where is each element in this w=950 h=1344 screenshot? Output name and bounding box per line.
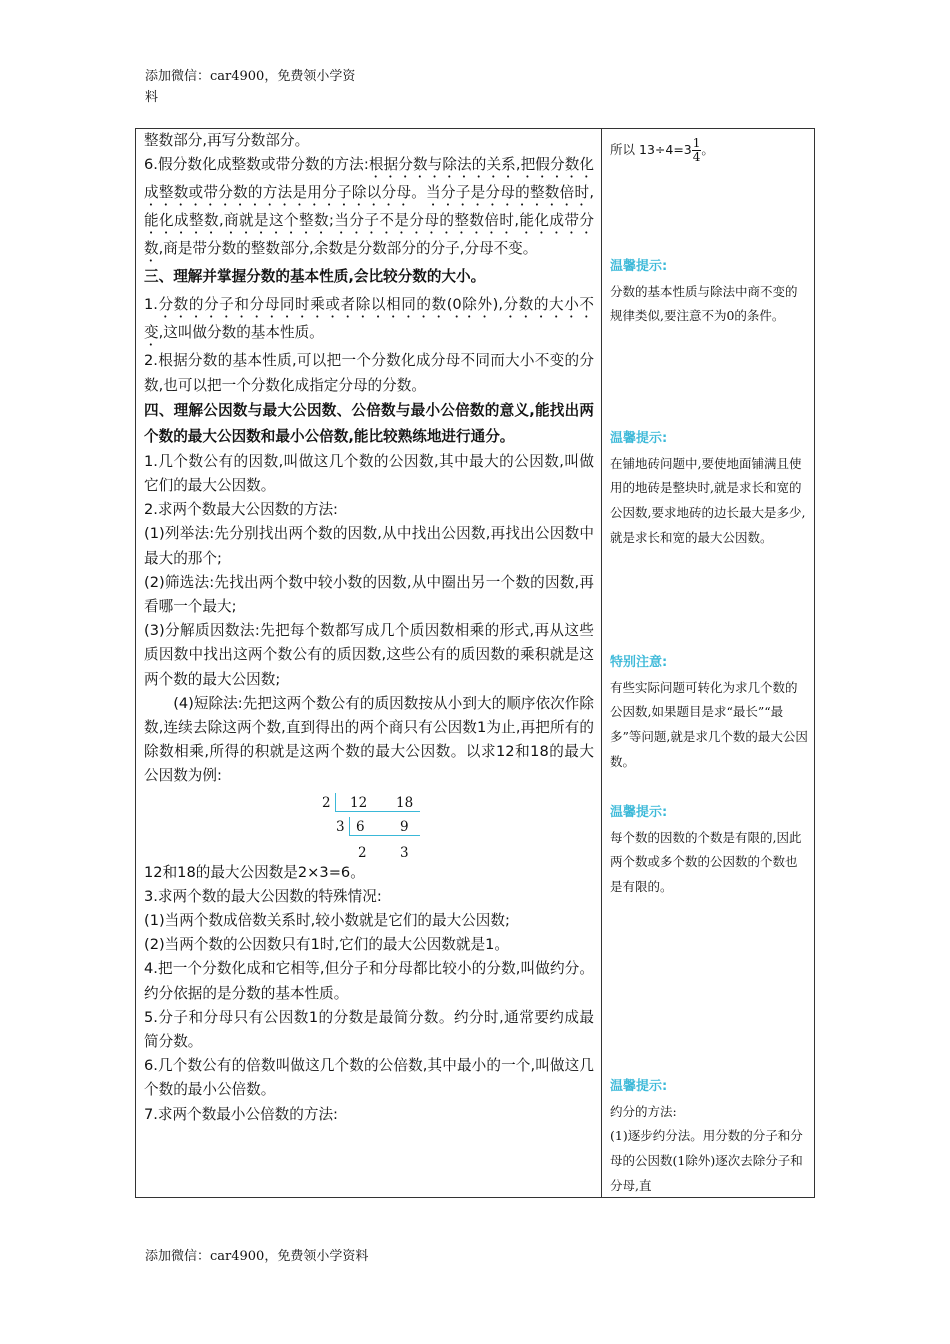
tip-title: 温馨提示: <box>610 431 668 446</box>
tip-text: 分数的基本性质与除法中商不变的规律类似,要注意不为0的条件。 <box>610 283 798 324</box>
tip-box-4 <box>610 801 808 900</box>
quotient: 6 <box>356 818 365 835</box>
divisor: 2 <box>322 794 331 811</box>
section-heading-3: 三、理解并掌握分数的基本性质,会比较分数的大小。 <box>144 268 486 286</box>
paragraph: 3.求两个数的最大公因数的特殊情况: <box>144 887 382 905</box>
tip-box-3 <box>610 651 808 775</box>
denominator: 4 <box>692 150 701 164</box>
bracket-line <box>335 793 336 811</box>
tip-title: 特别注意: <box>610 655 668 670</box>
header-line-1: 添加微信：car4900，免费领小学资 <box>145 69 356 84</box>
numerator: 1 <box>692 136 701 150</box>
text: 商是带分数的整数部分,余数是分数部分的分子,分母不变。 <box>163 240 538 258</box>
final-quotient: 3 <box>400 844 409 861</box>
tip-box-1 <box>610 255 808 329</box>
paragraph: 2.根据分数的基本性质,可以把一个分数化成分母不同而大小不变的分数,也可以把一个分数化成指定分母的分数。 <box>144 352 594 394</box>
paragraph: (1)当两个数成倍数关系时,较小数就是它们的最大公因数; <box>144 912 510 930</box>
column-divider <box>601 129 602 1197</box>
short-division-figure <box>144 789 594 861</box>
section-heading-4: 四、理解公因数与最大公因数、公倍数与最小公倍数的意义,能找出两个数的最大公因数和最小公倍数,能比较熟练地进行通分。 <box>144 401 594 445</box>
paragraph: 12和18的最大公因数是2×3=6。 <box>144 863 365 881</box>
dividend: 12 <box>350 794 368 811</box>
paragraph: (1)列举法:先分别找出两个数的因数,从中找出公因数,再找出公因数中最大的那个; <box>144 525 594 567</box>
final-quotient: 2 <box>358 844 367 861</box>
paragraph-improper-fraction <box>144 153 594 265</box>
text: 6.假分数化成整数或带分数的方法: <box>144 156 369 174</box>
emphasized-text: 分数的分子和分母同时乘或者除以相同的数(0除外),分数的大小不变, <box>144 296 594 342</box>
tip-text: 约分的方法: <box>610 1103 677 1119</box>
main-column <box>144 129 594 1127</box>
paragraph-basic-property <box>144 293 594 349</box>
tip-box-5 <box>610 1075 808 1198</box>
tip-text: 在铺地砖问题中,要使地面铺满且使用的地砖是整块时,就是求长和宽的公因数,要求地砖的边长最大是多少,就是求长和宽的最大公因数。 <box>610 455 806 545</box>
text: 这叫做分数的基本性质。 <box>163 324 324 342</box>
tip-title: 温馨提示: <box>610 805 668 820</box>
paragraph: 整数部分,再写分数部分。 <box>144 132 310 149</box>
bracket-line <box>349 835 420 836</box>
tip-text: 每个数的因数的个数是有限的,因此两个数或多个数的公因数的个数也是有限的。 <box>610 829 802 895</box>
header-line-2: 料 <box>145 90 159 105</box>
bracket-line <box>335 811 420 812</box>
paragraph: (2)筛选法:先找出两个数中较小数的因数,从中圈出另一个数的因数,再看哪一个最大; <box>144 573 594 616</box>
tip-text: 有些实际问题可转化为求几个数的公因数,如果题目是求“最长”“最多”等问题,就是求几个数的最大公因数。 <box>610 679 808 769</box>
dividend: 18 <box>396 794 414 811</box>
quotient: 9 <box>400 818 409 835</box>
content-table <box>135 128 815 1198</box>
tip-title: 温馨提示: <box>610 259 668 274</box>
fraction <box>692 137 702 164</box>
paragraph: 6.几个数公有的倍数叫做这几个数的公倍数,其中最小的一个,叫做这几个数的最小公倍数。 <box>144 1057 594 1099</box>
emphasized-text: 根据分数与除法的关系,把假分数化成整数或带分数的方法是用分子除以分母。当分子是分母的整数倍时,能化成整数,商就是这个整数;当分子不是分母的整数倍时,能化成带分数, <box>144 156 594 258</box>
math-expression: 13÷4=3 <box>639 142 692 157</box>
paragraph: (2)当两个数的公因数只有1时,它们的最大公因数就是1。 <box>144 936 509 954</box>
paragraph: 4.把一个分数化成和它相等,但分子和分母都比较小的分数,叫做约分。约分依据的是分数的基本性质。 <box>144 960 594 1002</box>
side-example <box>610 137 808 164</box>
text: 。 <box>701 142 714 157</box>
text: 1. <box>144 296 158 314</box>
divisor: 3 <box>336 818 345 835</box>
paragraph: 5.分子和分母只有公因数1的分数是最简分数。约分时,通常要约成最简分数。 <box>144 1008 594 1051</box>
bracket-line <box>349 817 350 835</box>
side-column <box>610 129 808 1193</box>
paragraph: 1.几个数公有的因数,叫做这几个数的公因数,其中最大的公因数,叫做它们的最大公因数。 <box>144 452 594 495</box>
tip-text: (1)逐步约分法。用分数的分子和分母的公因数(1除外)逐次去除分子和分母,直 <box>610 1128 803 1193</box>
text: 所以 <box>610 142 636 157</box>
paragraph: 7.求两个数最小公倍数的方法: <box>144 1105 338 1123</box>
tip-box-2 <box>610 427 808 551</box>
header-watermark <box>145 66 395 108</box>
paragraph: (3)分解质因数法:先把每个数都写成几个质因数相乘的形式,再从这些质因数中找出这两个数公有的质因数,这些公有的质因数的乘积就是这两个数的最大公因数; <box>144 622 594 688</box>
paragraph: (4)短除法:先把这两个数公有的质因数按从小到大的顺序依次作除数,连续去除这两个数,直到得出的两个商只有公因数1为止,再把所有的除数相乘,所得的积就是这两个数的最大公因数。以求12和18的最大公因数为例: <box>144 694 594 785</box>
paragraph: 2.求两个数最大公因数的方法: <box>144 501 338 519</box>
tip-title: 温馨提示: <box>610 1079 668 1094</box>
footer-watermark: 添加微信：car4900，免费领小学资料 <box>145 1249 369 1264</box>
